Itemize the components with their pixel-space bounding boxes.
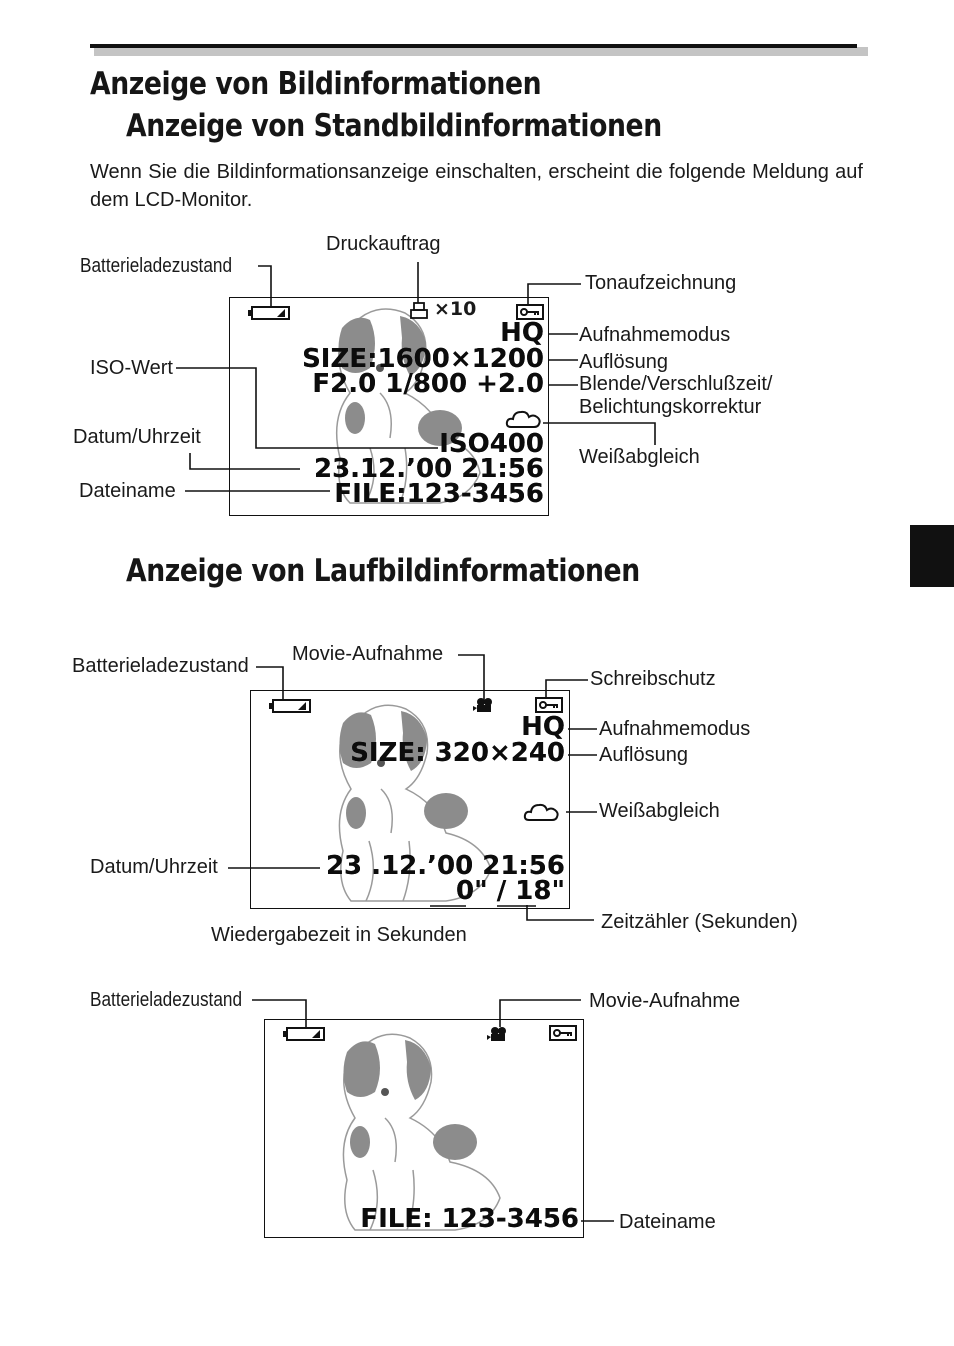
file-value: FILE: 123-3456 — [360, 1204, 579, 1234]
label-white-balance: Weißabgleich — [579, 446, 700, 468]
mode-value: HQ — [521, 712, 565, 742]
label-playback-time: Wiedergabezeit in Sekunden — [211, 924, 467, 946]
page-title: Anzeige von Bildinformationen — [90, 66, 542, 102]
datetime-value: 23 .12.’00 21:56 — [325, 851, 565, 881]
label-filename: Dateiname — [619, 1211, 716, 1233]
label-movie: Movie-Aufnahme — [589, 990, 741, 1012]
intro-paragraph: Wenn Sie die Bildinformationsanzeige einschalten, erscheint die folgende Meldung auf dem LCD-Monitor. — [90, 161, 863, 211]
label-mode: Aufnahmemodus — [579, 324, 731, 346]
print-count: ×10 — [434, 298, 477, 320]
label-datetime: Datum/Uhrzeit — [73, 426, 201, 448]
label-battery: Batterieladezustand — [90, 989, 243, 1011]
label-white-balance: Weißabgleich — [599, 800, 720, 822]
exposure-value: F2.0 1/800 +2.0 — [312, 369, 544, 399]
label-movie: Movie-Aufnahme — [292, 643, 444, 665]
label-aperture: Blende/Verschlußzeit/ — [579, 373, 773, 395]
file-value: FILE:123-3456 — [334, 479, 544, 509]
label-exposure-comp: Belichtungskorrektur — [579, 396, 762, 418]
movie-section-title: Anzeige von Laufbildinformationen — [126, 553, 640, 589]
mode-value: HQ — [500, 318, 544, 348]
label-datetime: Datum/Uhrzeit — [90, 856, 218, 878]
still-section-title: Anzeige von Standbildinformationen — [126, 108, 662, 144]
label-battery: Batterieladezustand — [80, 255, 233, 277]
label-sound: Tonaufzeichnung — [585, 272, 737, 294]
label-counter: Zeitzähler (Sekunden) — [601, 911, 798, 933]
datetime-value: 23.12.’00 21:56 — [314, 454, 544, 484]
label-filename: Dateiname — [79, 480, 176, 502]
size-value: SIZE:1600×1200 — [302, 344, 544, 374]
label-protect: Schreibschutz — [590, 668, 716, 690]
iso-value: ISO400 — [439, 429, 544, 459]
timer-value: 0" / 18" — [456, 876, 565, 906]
label-iso: ISO-Wert — [90, 357, 173, 379]
label-battery: Batterieladezustand — [72, 655, 249, 677]
size-value: SIZE: 320×240 — [350, 738, 565, 768]
label-print-order: Druckauftrag — [326, 233, 441, 255]
label-mode: Aufnahmemodus — [599, 718, 751, 740]
label-resolution: Auflösung — [599, 744, 688, 766]
label-resolution: Auflösung — [579, 351, 668, 373]
